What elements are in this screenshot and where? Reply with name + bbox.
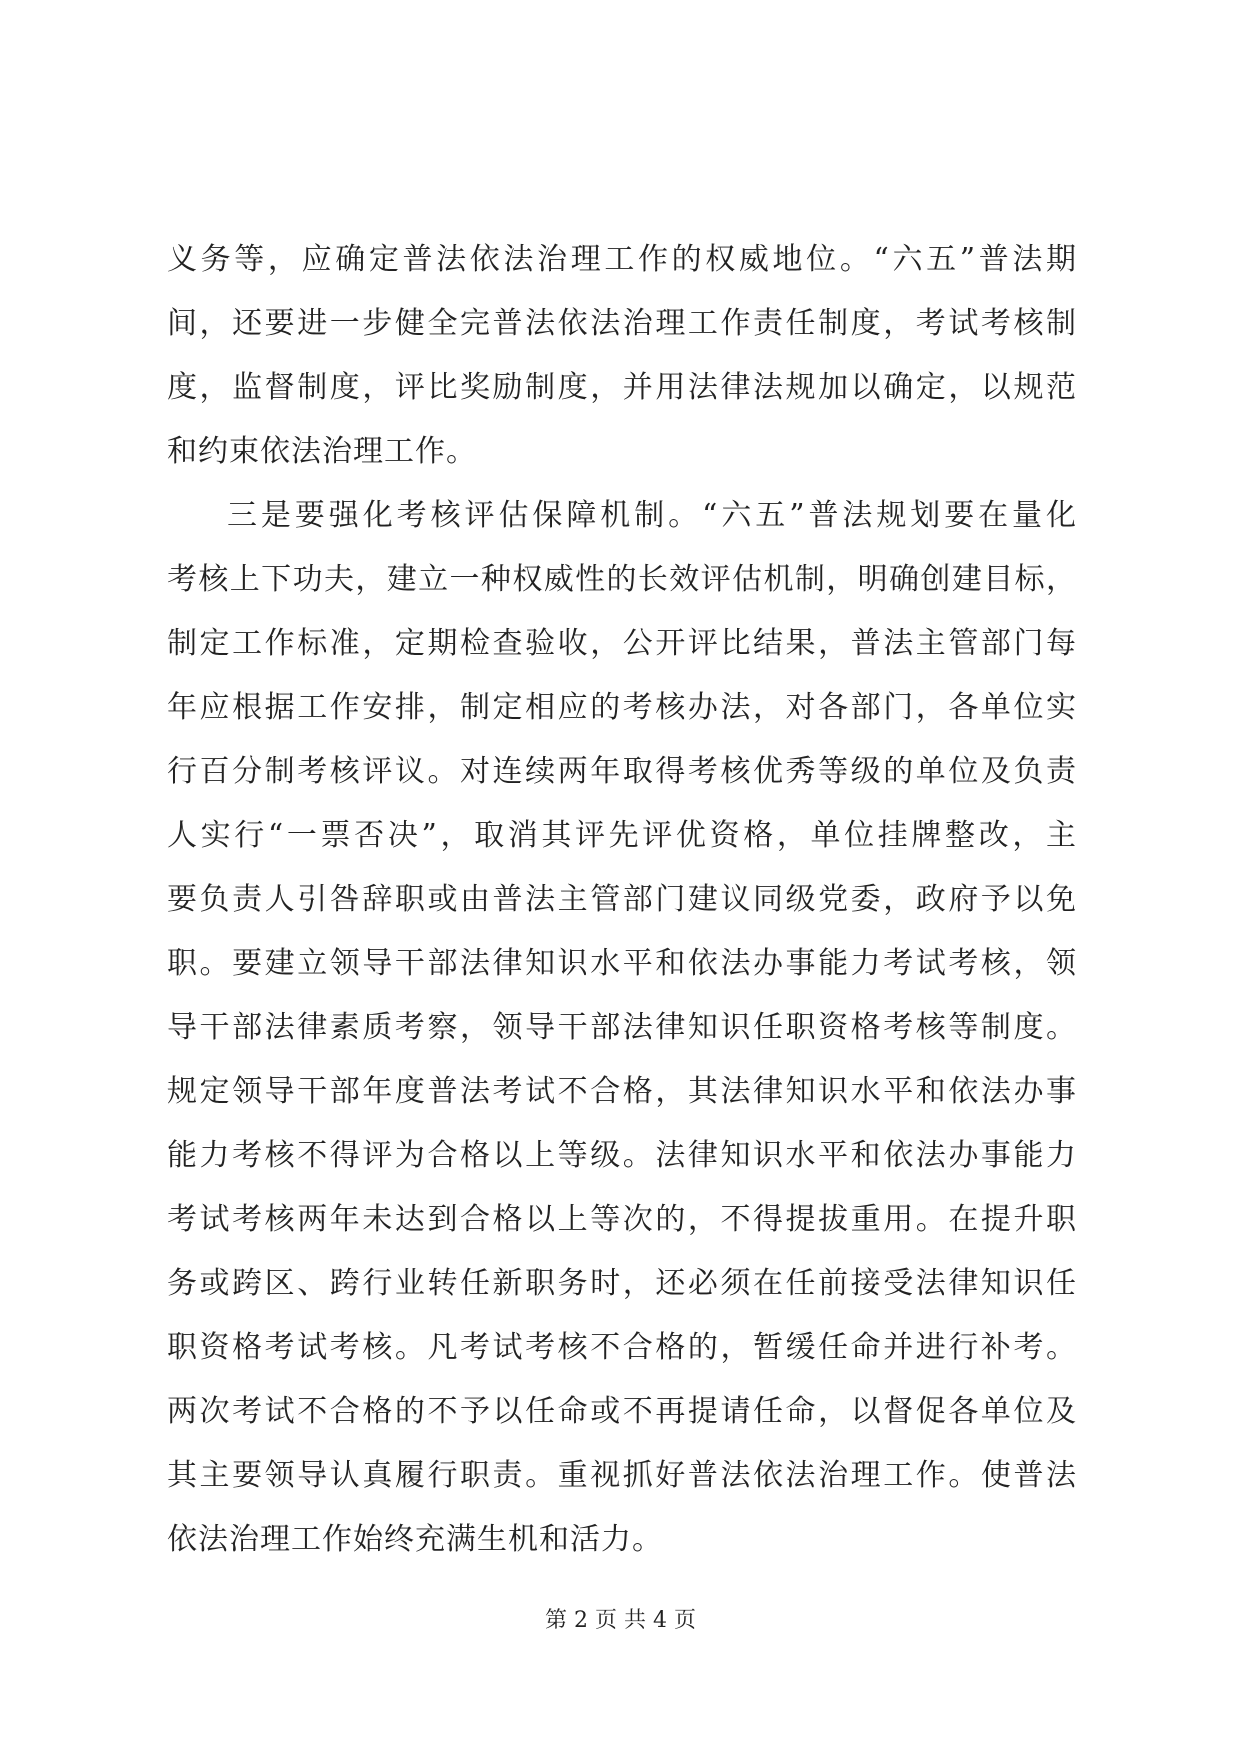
- text-line: 人实行“一票否决”，取消其评先评优资格，单位挂牌整改，主: [167, 818, 1077, 853]
- text-line: 三是要强化考核评估保障机制。“六五”普法规划要在量化: [227, 498, 1077, 533]
- text-line: 要负责人引咎辞职或由普法主管部门建议同级党委，政府予以免: [167, 882, 1077, 917]
- text-line: 两次考试不合格的不予以任命或不再提请任命，以督促各单位及: [167, 1394, 1077, 1429]
- text-line: 考核上下功夫，建立一种权威性的长效评估机制，明确创建目标，: [167, 562, 1077, 597]
- text-line: 依法治理工作始终充满生机和活力。: [167, 1522, 663, 1557]
- page-number-footer: 第 2 页 共 4 页: [545, 1608, 696, 1633]
- text-line: 考试考核两年未达到合格以上等次的，不得提拔重用。在提升职: [167, 1202, 1077, 1237]
- text-line: 务或跨区、跨行业转任新职务时，还必须在任前接受法律知识任: [167, 1266, 1077, 1301]
- text-line: 间，还要进一步健全完普法依法治理工作责任制度，考试考核制: [167, 306, 1077, 341]
- text-line: 导干部法律素质考察，领导干部法律知识任职资格考核等制度。: [167, 1010, 1077, 1045]
- text-line: 职。要建立领导干部法律知识水平和依法办事能力考试考核，领: [167, 946, 1077, 981]
- text-line: 行百分制考核评议。对连续两年取得考核优秀等级的单位及负责: [167, 754, 1077, 789]
- text-line: 年应根据工作安排，制定相应的考核办法，对各部门，各单位实: [167, 690, 1077, 725]
- text-line: 制定工作标准，定期检查验收，公开评比结果，普法主管部门每: [167, 626, 1077, 661]
- text-line: 义务等，应确定普法依法治理工作的权威地位。“六五”普法期: [167, 242, 1077, 277]
- text-line: 职资格考试考核。凡考试考核不合格的，暂缓任命并进行补考。: [167, 1330, 1077, 1365]
- text-line: 度，监督制度，评比奖励制度，并用法律法规加以确定，以规范: [167, 370, 1077, 405]
- text-line: 能力考核不得评为合格以上等级。法律知识水平和依法办事能力: [167, 1138, 1077, 1173]
- text-line: 规定领导干部年度普法考试不合格，其法律知识水平和依法办事: [167, 1074, 1077, 1109]
- paragraph-2: [167, 484, 1077, 1572]
- paragraph-1: [167, 228, 1077, 484]
- text-line: 和约束依法治理工作。: [167, 434, 477, 469]
- document-body: [167, 228, 1077, 1572]
- text-line: 其主要领导认真履行职责。重视抓好普法依法治理工作。使普法: [167, 1458, 1077, 1493]
